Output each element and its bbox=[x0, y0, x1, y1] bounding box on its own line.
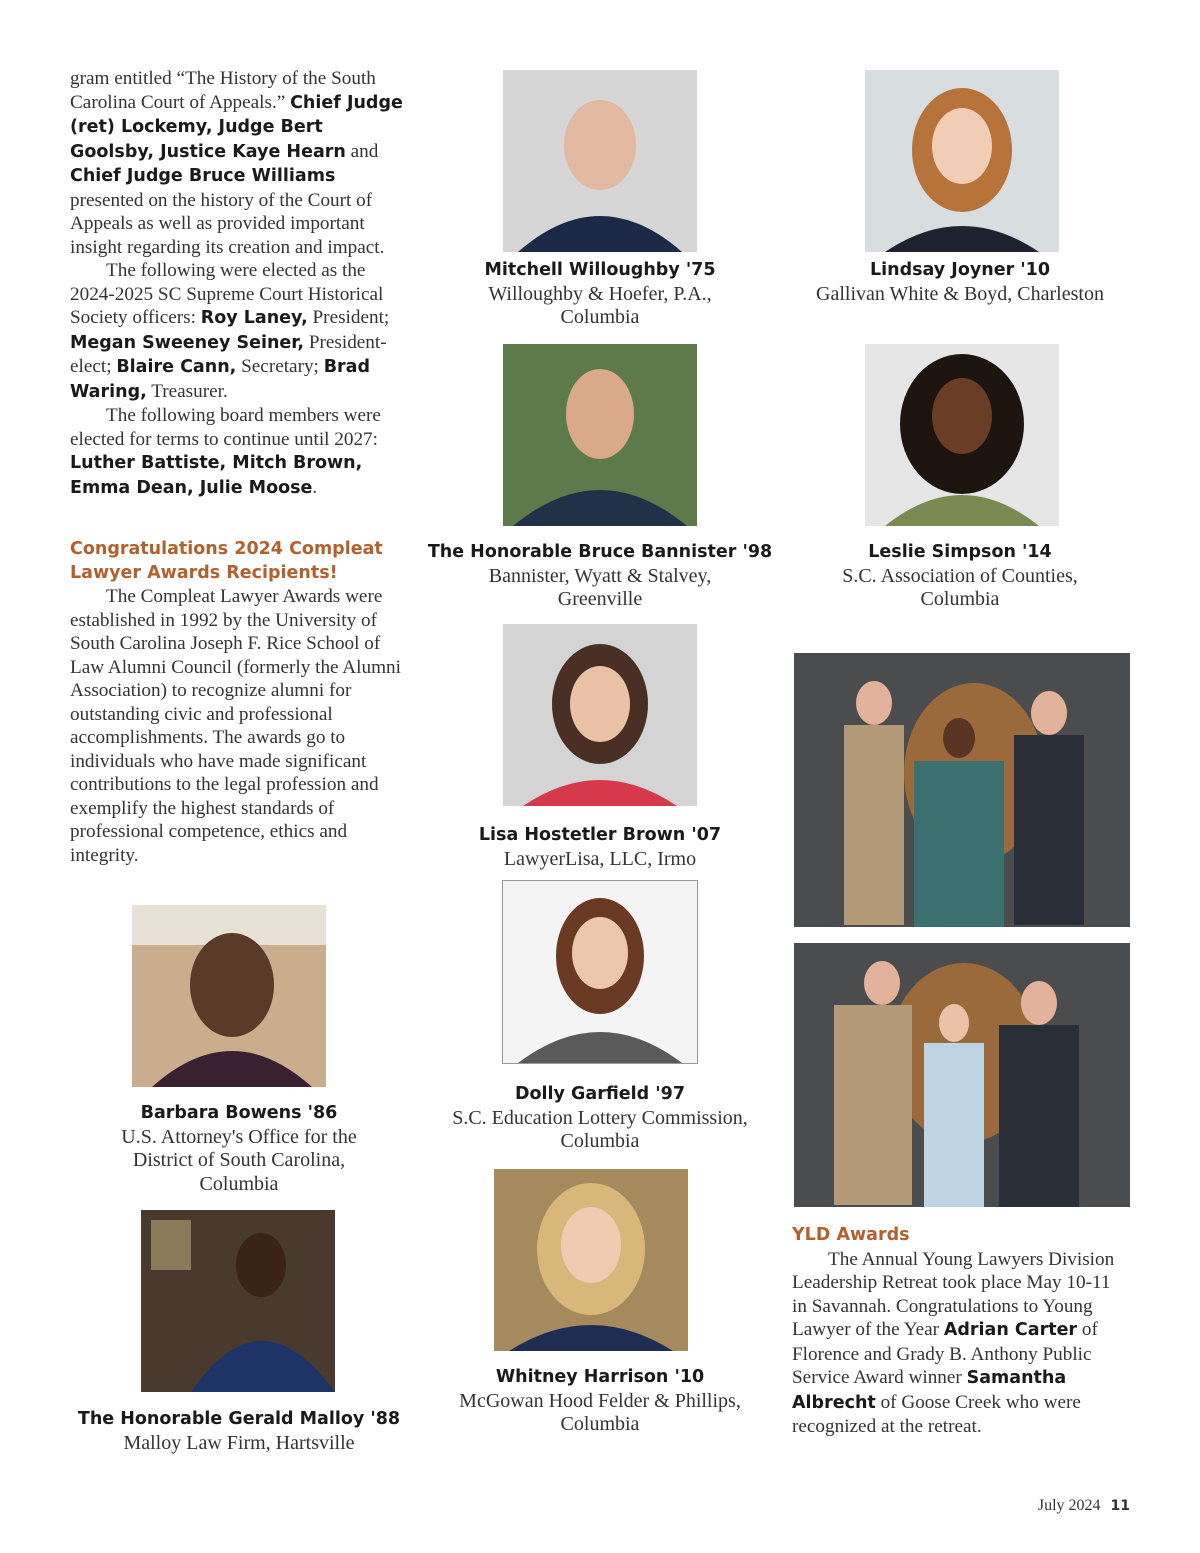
text-run: and bbox=[345, 140, 379, 162]
board-paragraph bbox=[70, 404, 410, 500]
bold-name: Chief Judge (ret) Lockemy, Judge Bert Goolsby, Justice Kaye Hearn bbox=[70, 92, 403, 162]
honoree-detail: Bannister, Wyatt & Stalvey, bbox=[488, 564, 712, 587]
honoree-detail: S.C. Association of Counties, bbox=[842, 564, 1078, 587]
portrait-photo-willoughby bbox=[503, 70, 697, 252]
caption-garfield bbox=[420, 1083, 780, 1154]
bold-name: Brad Waring, bbox=[70, 357, 370, 402]
honoree-detail: LawyerLisa, LLC, Irmo bbox=[503, 847, 697, 870]
bold-name: Megan Sweeney Seiner, bbox=[70, 332, 305, 353]
officers-paragraph bbox=[70, 259, 410, 404]
honoree-name: Lindsay Joyner '10 bbox=[869, 260, 1051, 280]
caption-harrison bbox=[420, 1366, 780, 1437]
group-photo-carter bbox=[794, 653, 1130, 927]
honoree-detail: District of South Carolina, bbox=[132, 1149, 346, 1171]
caption-simpson bbox=[780, 541, 1140, 612]
caption-joyner bbox=[780, 259, 1140, 306]
honoree-detail: McGowan Hood Felder & Phillips, bbox=[459, 1389, 741, 1412]
compleat-paragraph bbox=[70, 585, 410, 867]
bold-name: Adrian Carter bbox=[943, 1320, 1078, 1340]
text-run: Treasurer. bbox=[146, 380, 228, 402]
text-run: . bbox=[312, 476, 318, 498]
portrait-photo-harrison bbox=[494, 1169, 688, 1351]
honoree-detail: U.S. Attorney's Office for the bbox=[121, 1125, 357, 1148]
yld-heading: YLD Awards bbox=[792, 1225, 910, 1245]
honoree-detail: Columbia bbox=[920, 588, 1000, 610]
bold-name: Blaire Cann, bbox=[116, 357, 237, 377]
honoree-detail: Willoughby & Hoefer, P.A., bbox=[488, 282, 712, 305]
text-run: The following were elected as the 2024-2025 SC Supreme Court Historical Society officers: bbox=[70, 260, 384, 328]
honoree-detail: Columbia bbox=[560, 306, 640, 328]
honoree-name: Mitchell Willoughby '75 bbox=[484, 260, 716, 280]
caption-malloy bbox=[60, 1408, 418, 1455]
honoree-name: The Honorable Bruce Bannister '98 bbox=[427, 542, 773, 562]
portrait-photo-malloy bbox=[141, 1210, 335, 1392]
yld-section bbox=[792, 1224, 1130, 1439]
text-run: President-elect; bbox=[70, 331, 387, 377]
text-run: presented on the history of the Court of Appeals as well as provided important insight regarding its creation and impact. bbox=[70, 189, 385, 258]
portrait-photo-garfield bbox=[503, 881, 697, 1063]
text-run: of Goose Creek who were recognized at the retreat. bbox=[792, 1391, 1081, 1437]
caption-bowens bbox=[80, 1102, 398, 1196]
bold-name: Roy Laney, bbox=[200, 308, 308, 328]
honoree-name: Barbara Bowens '86 bbox=[140, 1103, 338, 1123]
honoree-name: The Honorable Gerald Malloy '88 bbox=[77, 1409, 401, 1429]
compleat-heading: Congratulations 2024 Compleat Lawyer Awards Recipients! bbox=[70, 539, 383, 583]
honoree-detail: Columbia bbox=[199, 1172, 279, 1195]
issue-date: July 2024 bbox=[1037, 1497, 1101, 1514]
portrait-photo-brown bbox=[503, 624, 697, 806]
group-photo-albrecht bbox=[794, 943, 1130, 1207]
text-run: President; bbox=[307, 307, 390, 328]
honoree-name: Dolly Garfield '97 bbox=[514, 1084, 686, 1104]
text-run: The Annual Young Lawyers Division Leadership Retreat took place May 10-11 in Savannah. Congratulations to Young Lawyer of the Year bbox=[792, 1248, 1115, 1340]
honoree-detail: Malloy Law Firm, Hartsville bbox=[123, 1431, 355, 1454]
yld-paragraph bbox=[792, 1248, 1130, 1439]
caption-brown bbox=[420, 824, 780, 871]
bold-name: Chief Judge Bruce Williams bbox=[70, 166, 336, 186]
article-text-top bbox=[70, 67, 410, 500]
text-run: gram entitled “The History of the South Carolina Court of Appeals.” bbox=[70, 68, 376, 113]
intro-paragraph bbox=[70, 67, 410, 259]
honoree-name: Leslie Simpson '14 bbox=[868, 542, 1052, 562]
honoree-detail: Greenville bbox=[557, 588, 643, 610]
honoree-detail: Columbia bbox=[560, 1130, 640, 1152]
honoree-detail: S.C. Education Lottery Commission, bbox=[452, 1106, 748, 1129]
portrait-photo-bannister bbox=[503, 344, 697, 526]
text-run: Secretary; bbox=[236, 356, 324, 377]
text-run: The following board members were elected for terms to continue until 2027: bbox=[70, 405, 381, 450]
caption-bannister bbox=[420, 541, 780, 612]
portrait-photo-bowens bbox=[132, 905, 326, 1087]
compleat-section bbox=[70, 538, 410, 867]
page-footer bbox=[1038, 1497, 1130, 1515]
page-number: 11 bbox=[1110, 1498, 1130, 1514]
bold-name: Samantha Albrecht bbox=[792, 1368, 1067, 1413]
portrait-photo-joyner bbox=[865, 70, 1059, 252]
caption-willoughby bbox=[420, 259, 780, 330]
honoree-name: Whitney Harrison '10 bbox=[495, 1367, 705, 1387]
text-run: The Compleat Lawyer Awards were established in 1992 by the University of South Carolina Joseph F. Rice School of Law Alumni Council (formerly the Alumni Association) to recognize alumni for outstanding civic and professional accomplishments. The awards go to individuals who have made significant contributions to the legal profession and exemplify the highest standards of professional competence, ethics and integrity. bbox=[70, 586, 401, 866]
portrait-photo-simpson bbox=[865, 344, 1059, 526]
honoree-detail: Columbia bbox=[560, 1413, 640, 1435]
text-run: of Florence and Grady B. Anthony Public Service Award winner bbox=[792, 1319, 1098, 1388]
honoree-name: Lisa Hostetler Brown '07 bbox=[478, 825, 722, 845]
honoree-detail: Gallivan White & Boyd, Charleston bbox=[816, 282, 1104, 305]
bold-name: Luther Battiste, Mitch Brown, Emma Dean, Julie Moose bbox=[70, 453, 363, 498]
